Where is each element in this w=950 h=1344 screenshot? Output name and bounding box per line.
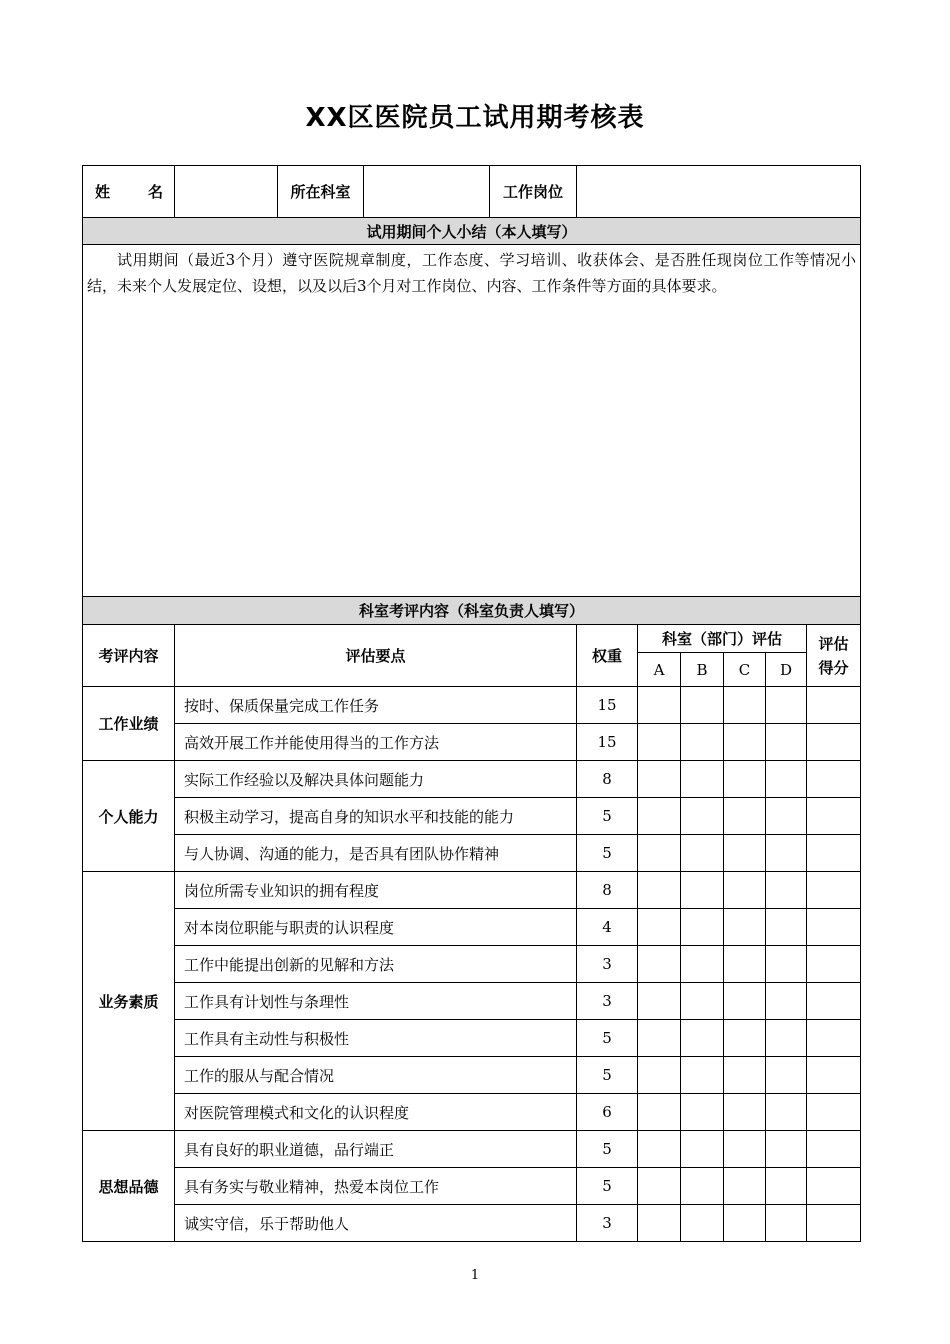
eval-weight: 15 <box>577 687 638 724</box>
table-row <box>83 1020 861 1057</box>
grade-a-header: A <box>638 653 681 687</box>
grade-b-cell[interactable] <box>681 1020 724 1057</box>
grade-d-cell[interactable] <box>766 1205 807 1242</box>
category-performance: 工作业绩 <box>83 687 175 761</box>
eval-point: 对本岗位职能与职责的认识程度 <box>175 909 577 946</box>
eval-weight: 5 <box>577 1168 638 1205</box>
grade-b-cell[interactable] <box>681 798 724 835</box>
name-field[interactable] <box>175 166 278 218</box>
score-cell[interactable] <box>807 872 861 909</box>
table-row <box>83 909 861 946</box>
grade-d-cell[interactable] <box>766 909 807 946</box>
post-label: 工作岗位 <box>490 166 577 218</box>
col-header-weight: 权重 <box>577 625 638 687</box>
eval-weight: 3 <box>577 946 638 983</box>
table-row <box>83 1094 861 1131</box>
score-cell[interactable] <box>807 909 861 946</box>
table-row <box>83 1205 861 1242</box>
grade-a-cell[interactable] <box>638 835 681 872</box>
grade-c-header: C <box>724 653 766 687</box>
score-cell[interactable] <box>807 946 861 983</box>
eval-point: 具有务实与敬业精神，热爱本岗位工作 <box>175 1168 577 1205</box>
table-row <box>83 835 861 872</box>
table-row <box>83 1057 861 1094</box>
grade-a-cell[interactable] <box>638 909 681 946</box>
evaluation-section-title: 科室考评内容（科室负责人填写） <box>83 597 861 625</box>
grade-b-cell[interactable] <box>681 835 724 872</box>
col-header-points: 评估要点 <box>175 625 577 687</box>
assessment-table <box>82 165 861 1242</box>
col-header-dept-eval: 科室（部门）评估 <box>638 625 807 653</box>
category-ethics: 思想品德 <box>83 1131 175 1242</box>
grade-c-cell[interactable] <box>724 909 766 946</box>
score-cell[interactable] <box>807 798 861 835</box>
eval-weight: 5 <box>577 798 638 835</box>
grade-d-header: D <box>766 653 807 687</box>
score-cell[interactable] <box>807 1020 861 1057</box>
grade-a-cell[interactable] <box>638 798 681 835</box>
grade-d-cell[interactable] <box>766 946 807 983</box>
grade-c-cell[interactable] <box>724 1131 766 1168</box>
table-row <box>83 724 861 761</box>
grade-c-cell[interactable] <box>724 946 766 983</box>
summary-section-title: 试用期间个人小结（本人填写） <box>83 218 861 245</box>
table-row <box>83 946 861 983</box>
score-cell[interactable] <box>807 1131 861 1168</box>
grade-b-cell[interactable] <box>681 687 724 724</box>
grade-a-cell[interactable] <box>638 1168 681 1205</box>
table-row <box>83 983 861 1020</box>
page-number: 1 <box>470 1268 480 1283</box>
grade-c-cell[interactable] <box>724 983 766 1020</box>
name-label: 姓 名 <box>83 166 175 218</box>
grade-b-cell[interactable] <box>681 1094 724 1131</box>
grade-b-cell[interactable] <box>681 1205 724 1242</box>
category-professional: 业务素质 <box>83 872 175 1131</box>
grade-d-cell[interactable] <box>766 1094 807 1131</box>
eval-point: 工作的服从与配合情况 <box>175 1057 577 1094</box>
grade-a-cell[interactable] <box>638 687 681 724</box>
grade-c-cell[interactable] <box>724 1020 766 1057</box>
eval-point: 岗位所需专业知识的拥有程度 <box>175 872 577 909</box>
score-cell[interactable] <box>807 1205 861 1242</box>
grade-d-cell[interactable] <box>766 1020 807 1057</box>
eval-point: 实际工作经验以及解决具体问题能力 <box>175 761 577 798</box>
eval-weight: 8 <box>577 761 638 798</box>
eval-point: 积极主动学习，提高自身的知识水平和技能的能力 <box>175 798 577 835</box>
score-cell[interactable] <box>807 724 861 761</box>
dept-field[interactable] <box>364 166 490 218</box>
eval-weight: 3 <box>577 1205 638 1242</box>
grade-c-cell[interactable] <box>724 1094 766 1131</box>
grade-c-cell[interactable] <box>724 1205 766 1242</box>
col-header-content: 考评内容 <box>83 625 175 687</box>
eval-point: 按时、保质保量完成工作任务 <box>175 687 577 724</box>
eval-point: 工作具有计划性与条理性 <box>175 983 577 1020</box>
score-cell[interactable] <box>807 835 861 872</box>
grade-c-cell[interactable] <box>724 761 766 798</box>
grade-c-cell[interactable] <box>724 1057 766 1094</box>
grade-c-cell[interactable] <box>724 798 766 835</box>
grade-c-cell[interactable] <box>724 835 766 872</box>
grade-a-cell[interactable] <box>638 724 681 761</box>
grade-b-header: B <box>681 653 724 687</box>
score-cell[interactable] <box>807 761 861 798</box>
grade-d-cell[interactable] <box>766 983 807 1020</box>
grade-d-cell[interactable] <box>766 798 807 835</box>
eval-weight: 5 <box>577 1131 638 1168</box>
col-header-score: 评估得分 <box>807 625 861 687</box>
grade-a-cell[interactable] <box>638 1094 681 1131</box>
score-cell[interactable] <box>807 1094 861 1131</box>
post-field[interactable] <box>577 166 861 218</box>
grade-a-cell[interactable] <box>638 946 681 983</box>
grade-b-cell[interactable] <box>681 724 724 761</box>
grade-b-cell[interactable] <box>681 1168 724 1205</box>
eval-point: 具有良好的职业道德，品行端正 <box>175 1131 577 1168</box>
eval-point: 工作具有主动性与积极性 <box>175 1020 577 1057</box>
grade-d-cell[interactable] <box>766 687 807 724</box>
grade-a-cell[interactable] <box>638 1131 681 1168</box>
eval-weight: 5 <box>577 835 638 872</box>
score-cell[interactable] <box>807 687 861 724</box>
eval-point: 与人协调、沟通的能力，是否具有团队协作精神 <box>175 835 577 872</box>
grade-b-cell[interactable] <box>681 1057 724 1094</box>
table-row <box>83 1131 861 1168</box>
grade-b-cell[interactable] <box>681 761 724 798</box>
grade-c-cell[interactable] <box>724 724 766 761</box>
grade-a-cell[interactable] <box>638 1020 681 1057</box>
grade-b-cell[interactable] <box>681 983 724 1020</box>
grade-a-cell[interactable] <box>638 872 681 909</box>
eval-weight: 5 <box>577 1020 638 1057</box>
grade-d-cell[interactable] <box>766 1057 807 1094</box>
dept-label: 所在科室 <box>278 166 364 218</box>
grade-d-cell[interactable] <box>766 872 807 909</box>
category-ability: 个人能力 <box>83 761 175 872</box>
grade-d-cell[interactable] <box>766 835 807 872</box>
grade-c-cell[interactable] <box>724 872 766 909</box>
eval-point: 诚实守信，乐于帮助他人 <box>175 1205 577 1242</box>
eval-weight: 8 <box>577 872 638 909</box>
grade-a-cell[interactable] <box>638 1205 681 1242</box>
grade-b-cell[interactable] <box>681 872 724 909</box>
table-row <box>83 872 861 909</box>
grade-b-cell[interactable] <box>681 946 724 983</box>
table-row <box>83 798 861 835</box>
grade-d-cell[interactable] <box>766 1168 807 1205</box>
score-cell[interactable] <box>807 983 861 1020</box>
table-row <box>83 687 861 724</box>
table-row <box>83 1168 861 1205</box>
grade-c-cell[interactable] <box>724 687 766 724</box>
grade-d-cell[interactable] <box>766 724 807 761</box>
table-row <box>83 761 861 798</box>
eval-point: 对医院管理模式和文化的认识程度 <box>175 1094 577 1131</box>
eval-point: 工作中能提出创新的见解和方法 <box>175 946 577 983</box>
grade-d-cell[interactable] <box>766 761 807 798</box>
grade-a-cell[interactable] <box>638 761 681 798</box>
info-row <box>83 166 861 218</box>
summary-area[interactable]: 试用期间（最近3个月）遵守医院规章制度，工作态度、学习培训、收获体会、是否胜任现岗位工作等情况小结，未来个人发展定位、设想，以及以后3个月对工作岗位、内容、工作条件等方面的具体要求。 <box>83 245 861 597</box>
form-title: XX区医院员工试用期考核表 <box>305 103 645 133</box>
eval-weight: 5 <box>577 1057 638 1094</box>
eval-point: 高效开展工作并能使用得当的工作方法 <box>175 724 577 761</box>
grade-b-cell[interactable] <box>681 909 724 946</box>
grade-a-cell[interactable] <box>638 983 681 1020</box>
grade-a-cell[interactable] <box>638 1057 681 1094</box>
eval-weight: 6 <box>577 1094 638 1131</box>
score-cell[interactable] <box>807 1168 861 1205</box>
grade-d-cell[interactable] <box>766 1131 807 1168</box>
eval-weight: 15 <box>577 724 638 761</box>
grade-b-cell[interactable] <box>681 1131 724 1168</box>
eval-weight: 4 <box>577 909 638 946</box>
score-cell[interactable] <box>807 1057 861 1094</box>
grade-c-cell[interactable] <box>724 1168 766 1205</box>
eval-weight: 3 <box>577 983 638 1020</box>
